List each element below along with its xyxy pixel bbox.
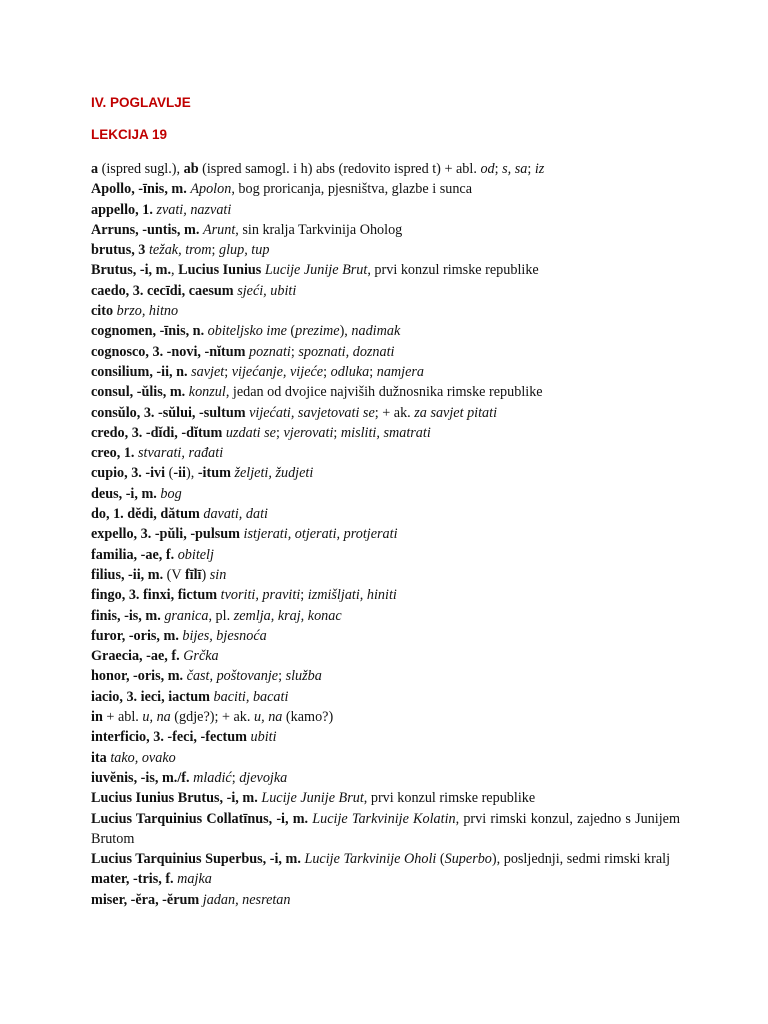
entry-text: ; xyxy=(278,668,286,685)
entry-translation: Superbo xyxy=(444,851,492,868)
entry-headword: honor, -oris, m. xyxy=(91,668,187,685)
vocabulary-entry xyxy=(91,646,680,666)
entry-headword: iuvĕnis, -is, m./f. xyxy=(91,769,194,786)
entry-translation: vjerovati xyxy=(283,424,334,441)
entry-text: ( xyxy=(165,465,174,482)
entry-translation: u, na xyxy=(254,709,283,726)
entry-translation: Apolon xyxy=(190,181,232,198)
entry-text: , prvi rimski konzul, zajedno s Junijem Brutom xyxy=(91,810,680,847)
vocabulary-entry xyxy=(91,403,680,423)
entry-text: (V xyxy=(163,566,185,583)
entry-headword: Brutus, -i, m. xyxy=(91,262,172,279)
entry-headword: caedo, 3. cecīdi, caesum xyxy=(91,282,238,299)
entry-text: ; xyxy=(494,161,503,177)
entry-translation: misliti, smatrati xyxy=(340,424,431,441)
entry-text: ; xyxy=(369,363,377,380)
entry-translation: jadan, nesretan xyxy=(202,891,291,908)
entry-translation: bog xyxy=(160,485,182,502)
entry-translation: spoznati, doznati xyxy=(298,343,395,360)
vocabulary-entry xyxy=(91,362,680,382)
entry-headword: mater, -tris, f. xyxy=(91,871,178,888)
entry-headword: filius, -ii, m. xyxy=(91,566,164,583)
chapter-title: IV. POGLAVLJE xyxy=(91,95,191,110)
entry-translation: konzul xyxy=(188,384,226,401)
lesson-title: LEKCIJA 19 xyxy=(91,127,168,142)
entry-translation: od xyxy=(480,161,495,177)
vocabulary-entry xyxy=(91,463,680,483)
entry-translation: Lucije Tarkvinije Oholi xyxy=(304,851,437,868)
entry-translation: poznati xyxy=(249,343,291,360)
entry-headword: a xyxy=(91,161,99,177)
vocabulary-entry xyxy=(91,504,680,524)
entry-translation: nadimak xyxy=(351,323,401,340)
entry-text: ; xyxy=(224,363,232,380)
entry-text: + abl. xyxy=(102,709,143,726)
vocabulary-entry xyxy=(91,484,680,504)
entry-headword: cupio, 3. -ivi xyxy=(91,465,166,482)
entry-translation: savjet xyxy=(191,363,225,380)
entry-translation: iz xyxy=(534,161,545,177)
entry-headword: ab xyxy=(183,161,199,177)
entry-translation: tvoriti, praviti xyxy=(220,587,301,604)
entry-headword: Graecia, -ae, f. xyxy=(91,648,184,665)
entry-headword: brutus, 3 xyxy=(91,242,149,259)
entry-text: ), xyxy=(186,465,198,482)
entry-text: , pl. xyxy=(208,607,234,624)
entry-text: , xyxy=(171,262,179,279)
entry-headword: cito xyxy=(91,303,117,320)
vocabulary-entry xyxy=(91,606,680,626)
entry-translation: zemlja, kraj, konac xyxy=(233,607,342,624)
entry-text: ; xyxy=(333,424,341,441)
entry-headword: do, 1. dĕdi, dătum xyxy=(91,506,204,523)
entry-text: , bog proricanja, pjesništva, glazbe i sunca xyxy=(231,181,473,198)
entry-text: ; xyxy=(290,343,299,360)
entry-text: (kamo?) xyxy=(282,709,334,726)
entry-translation: vijećati, savjetovati se xyxy=(249,404,375,421)
entry-translation: istjerati, otjerati, protjerati xyxy=(243,526,398,543)
entry-translation: baciti, bacati xyxy=(213,688,289,705)
vocabulary-entry xyxy=(91,687,680,707)
vocabulary-entry xyxy=(91,666,680,686)
entry-headword: cognomen, -īnis, n. xyxy=(91,323,208,340)
entry-text: ; xyxy=(275,424,284,441)
entry-headword: Apollo, -īnis, m. xyxy=(91,181,191,198)
entry-text: ( xyxy=(436,851,445,868)
vocabulary-entry xyxy=(91,301,680,321)
entry-headword: familia, -ae, f. xyxy=(91,546,178,563)
vocabulary-entry xyxy=(91,260,680,280)
entry-text: , jedan od dvojice najviših dužnosnika rimske republike xyxy=(225,384,543,401)
entry-headword: ita xyxy=(91,749,111,766)
entry-text: ; xyxy=(527,161,535,177)
entry-text: , prvi konzul rimske republike xyxy=(367,262,539,279)
entry-translation: davati, dati xyxy=(203,506,268,523)
vocabulary-entry xyxy=(91,281,680,301)
entry-translation: odluka xyxy=(330,363,370,380)
entry-translation: Arunt xyxy=(202,221,236,238)
entry-headword: fīlī xyxy=(184,566,202,583)
entry-text: ), posljednji, sedmi rimski kralj xyxy=(491,851,671,868)
entry-translation: služba xyxy=(285,668,322,685)
entry-translation: Lucije Junije Brut xyxy=(261,790,364,807)
entry-translation: u, na xyxy=(142,709,171,726)
entry-text: ; xyxy=(300,587,308,604)
entry-text: , prvi konzul rimske republike xyxy=(363,790,536,807)
entry-text: , sin kralja Tarkvinija Oholog xyxy=(235,221,403,238)
entry-headword: furor, -oris, m. xyxy=(91,627,183,644)
entry-text: (gdje?); + ak. xyxy=(170,709,254,726)
entry-headword: deus, -i, m. xyxy=(91,485,161,502)
entry-headword: miser, -ĕra, -ĕrum xyxy=(91,891,203,908)
entry-translation: djevojka xyxy=(239,769,288,786)
vocabulary-entry xyxy=(91,585,680,605)
entry-translation: majka xyxy=(177,871,212,888)
entry-translation: namjera xyxy=(376,363,425,380)
entry-text: ; + ak. xyxy=(374,404,415,421)
entry-translation: uzdati se xyxy=(225,424,276,441)
entry-headword: iacio, 3. ieci, iactum xyxy=(91,688,214,705)
vocabulary-entry xyxy=(91,240,680,260)
vocabulary-list xyxy=(91,159,680,910)
vocabulary-entry xyxy=(91,545,680,565)
entry-headword: Lucius Tarquinius Superbus, -i, m. xyxy=(91,851,305,868)
entry-headword: Lucius Iunius xyxy=(178,262,265,279)
entry-translation: granica xyxy=(164,607,209,624)
entry-headword: cognosco, 3. -novi, -nĭtum xyxy=(91,343,250,360)
entry-text: (ispred samogl. i h) abs (redovito ispred t) + abl. xyxy=(198,161,481,177)
vocabulary-entry xyxy=(91,524,680,544)
entry-translation: glup, tup xyxy=(218,242,270,259)
entry-translation: težak, trom xyxy=(148,242,212,259)
entry-translation: obiteljsko ime xyxy=(207,323,287,340)
entry-translation: bijes, bjesnoća xyxy=(182,627,267,644)
entry-translation: ubiti xyxy=(250,729,277,746)
entry-translation: s, sa xyxy=(502,161,528,177)
vocabulary-entry xyxy=(91,159,680,179)
vocabulary-entry xyxy=(91,565,680,585)
entry-translation: mladić xyxy=(193,769,232,786)
vocabulary-entry xyxy=(91,869,680,889)
entry-headword: Lucius Tarquinius Collatīnus, -i, m. xyxy=(91,810,313,827)
entry-translation: sjeći, ubiti xyxy=(237,282,297,299)
entry-headword: consilium, -ii, n. xyxy=(91,363,192,380)
vocabulary-entry xyxy=(91,220,680,240)
vocabulary-entry xyxy=(91,890,680,910)
vocabulary-entry xyxy=(91,179,680,199)
entry-headword: creo, 1. xyxy=(91,445,139,462)
entry-headword: -ii xyxy=(173,465,186,482)
entry-translation: prezime xyxy=(295,323,340,340)
entry-translation: Lucije Junije Brut xyxy=(264,262,368,279)
entry-translation: Grčka xyxy=(183,648,219,665)
vocabulary-entry xyxy=(91,423,680,443)
entry-translation: željeti, žudjeti xyxy=(234,465,314,482)
vocabulary-entry xyxy=(91,200,680,220)
vocabulary-entry xyxy=(91,788,680,808)
entry-translation: čast, poštovanje xyxy=(186,668,279,685)
vocabulary-entry xyxy=(91,727,680,747)
vocabulary-entry xyxy=(91,342,680,362)
vocabulary-entry xyxy=(91,768,680,788)
vocabulary-entry xyxy=(91,321,680,341)
entry-translation: za savjet pitati xyxy=(414,404,498,421)
entry-text: ; xyxy=(323,363,331,380)
entry-translation: Lucije Tarkvinije Kolatin xyxy=(312,810,456,827)
entry-headword: appello, 1. xyxy=(91,201,157,218)
entry-headword: expello, 3. -pŭli, -pulsum xyxy=(91,526,244,543)
entry-headword: consŭlo, 3. -sŭlui, -sultum xyxy=(91,404,250,421)
entry-headword: -itum xyxy=(197,465,235,482)
entry-text: ( xyxy=(286,323,296,340)
vocabulary-entry xyxy=(91,382,680,402)
entry-translation: tako, ovako xyxy=(110,749,176,766)
vocabulary-entry xyxy=(91,849,680,869)
vocabulary-entry xyxy=(91,748,680,768)
entry-headword: Lucius Iunius Brutus, -i, m. xyxy=(91,790,262,807)
entry-text: ) xyxy=(201,566,210,583)
entry-headword: fingo, 3. finxi, fictum xyxy=(91,587,221,604)
entry-headword: Arruns, -untis, m. xyxy=(91,221,203,238)
entry-translation: obitelj xyxy=(177,546,214,563)
entry-headword: finis, -is, m. xyxy=(91,607,165,624)
entry-headword: consul, -ŭlis, m. xyxy=(91,384,189,401)
entry-text: ), xyxy=(339,323,352,340)
entry-headword: interficio, 3. -feci, -fectum xyxy=(91,729,251,746)
vocabulary-entry xyxy=(91,626,680,646)
entry-translation: sin xyxy=(209,566,227,583)
entry-translation: izmišljati, hiniti xyxy=(307,587,397,604)
vocabulary-entry xyxy=(91,809,680,850)
entry-text: (ispred sugl.), xyxy=(98,161,184,177)
entry-translation: zvati, nazvati xyxy=(156,201,232,218)
vocabulary-entry xyxy=(91,707,680,727)
entry-text: ; xyxy=(211,242,219,259)
entry-headword: in xyxy=(91,709,103,726)
entry-translation: brzo, hitno xyxy=(116,303,179,320)
vocabulary-entry xyxy=(91,443,680,463)
entry-text: ; xyxy=(231,769,240,786)
entry-translation: vijećanje, vijeće xyxy=(231,363,324,380)
entry-headword: credo, 3. -dĭdi, -dĭtum xyxy=(91,424,226,441)
entry-translation: stvarati, rađati xyxy=(138,445,224,462)
